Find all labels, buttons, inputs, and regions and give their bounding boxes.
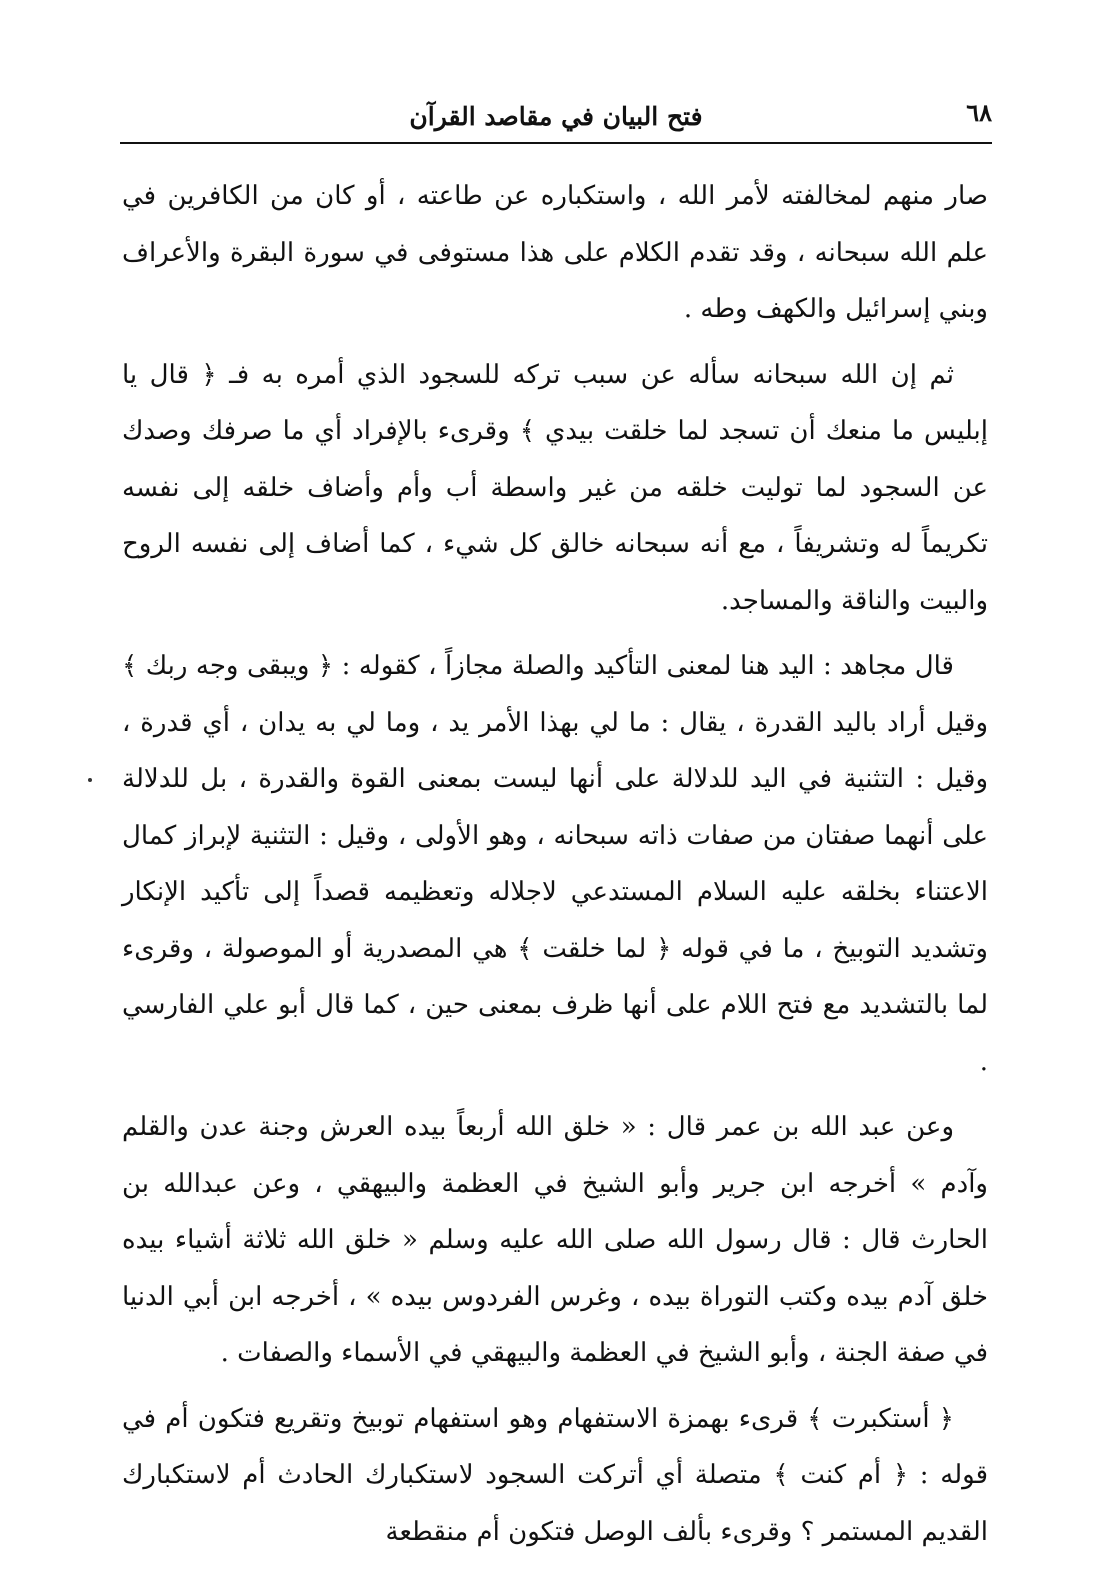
book-title: فتح البيان في مقاصد القرآن — [409, 102, 703, 131]
body-text — [122, 168, 988, 1569]
paragraph-1: صار منهم لمخالفته لأمر الله ، واستكباره عن طاعته ، أو كان من الكافرين في علم الله سبحانه ، وقد تقدم الكلام على هذا مستوفى في سورة البقرة والأعراف وبني إسرائيل والكهف وطه . — [122, 181, 988, 324]
page-number: ٦٨ — [966, 98, 992, 127]
running-header — [120, 98, 992, 144]
paragraph-2: ثم إن الله سبحانه سأله عن سبب تركه للسجود الذي أمره به فـ ﴿ قال يا إبليس ما منعك أن تسجد لما خلقت بيدي ﴾ وقرىء بالإفراد أي ما صرفك وصدك عن السجود لما توليت خلقه من غير واسطة أب وأم وأضاف خلقه إلى نفسه تكريماً له وتشريفاً ، مع أنه سبحانه خالق كل شيء ، كما أضاف إلى نفسه الروح والبيت والناقة والمساجد. — [122, 359, 988, 616]
paragraph-5: ﴿ أستكبرت ﴾ قرىء بهمزة الاستفهام وهو استفهام توبيخ وتقريع فتكون أم في قوله : ﴿ أم كنت ﴾ متصلة أي أتركت السجود لاستكبارك الحادث أم لاستكبارك القديم المستمر ؟ وقرىء بألف الوصل فتكون أم منقطعة — [122, 1403, 988, 1547]
paragraph-4: وعن عبد الله بن عمر قال : « خلق الله أربعاً بيده العرش وجنة عدن والقلم وآدم » أخرجه ابن جرير وأبو الشيخ في العظمة والبيهقي ، وعن عبدالله بن الحارث قال : قال رسول الله صلى الله عليه وسلم « خلق الله ثلاثة أشياء بيده خلق آدم بيده وكتب التوراة بيده ، وغرس الفردوس بيده » ، أخرجه ابن أبي الدنيا في صفة الجنة ، وأبو الشيخ في العظمة والبيهقي في الأسماء والصفات . — [122, 1112, 988, 1368]
scan-speck — [88, 778, 92, 782]
paragraph-3: قال مجاهد : اليد هنا لمعنى التأكيد والصلة مجازاً ، كقوله : ﴿ ويبقى وجه ربك ﴾ وقيل أراد باليد القدرة ، يقال : ما لي بهذا الأمر يد ، وما لي به يدان ، أي قدرة ، وقيل : التثنية في اليد للدلالة على أنها ليست بمعنى القوة والقدرة ، بل للدلالة على أنهما صفتان من صفات ذاته سبحانه ، وهو الأولى ، وقيل : التثنية لإبراز كمال الاعتناء بخلقه عليه السلام المستدعي لاجلاله وتعظيمه قصداً إلى تأكيد الإنكار وتشديد التوبيخ ، ما في قوله ﴿ لما خلقت ﴾ هي المصدرية أو الموصولة ، وقرىء لما بالتشديد مع فتح اللام على أنها ظرف بمعنى حين ، كما قال أبو علي الفارسي . — [122, 651, 989, 1077]
